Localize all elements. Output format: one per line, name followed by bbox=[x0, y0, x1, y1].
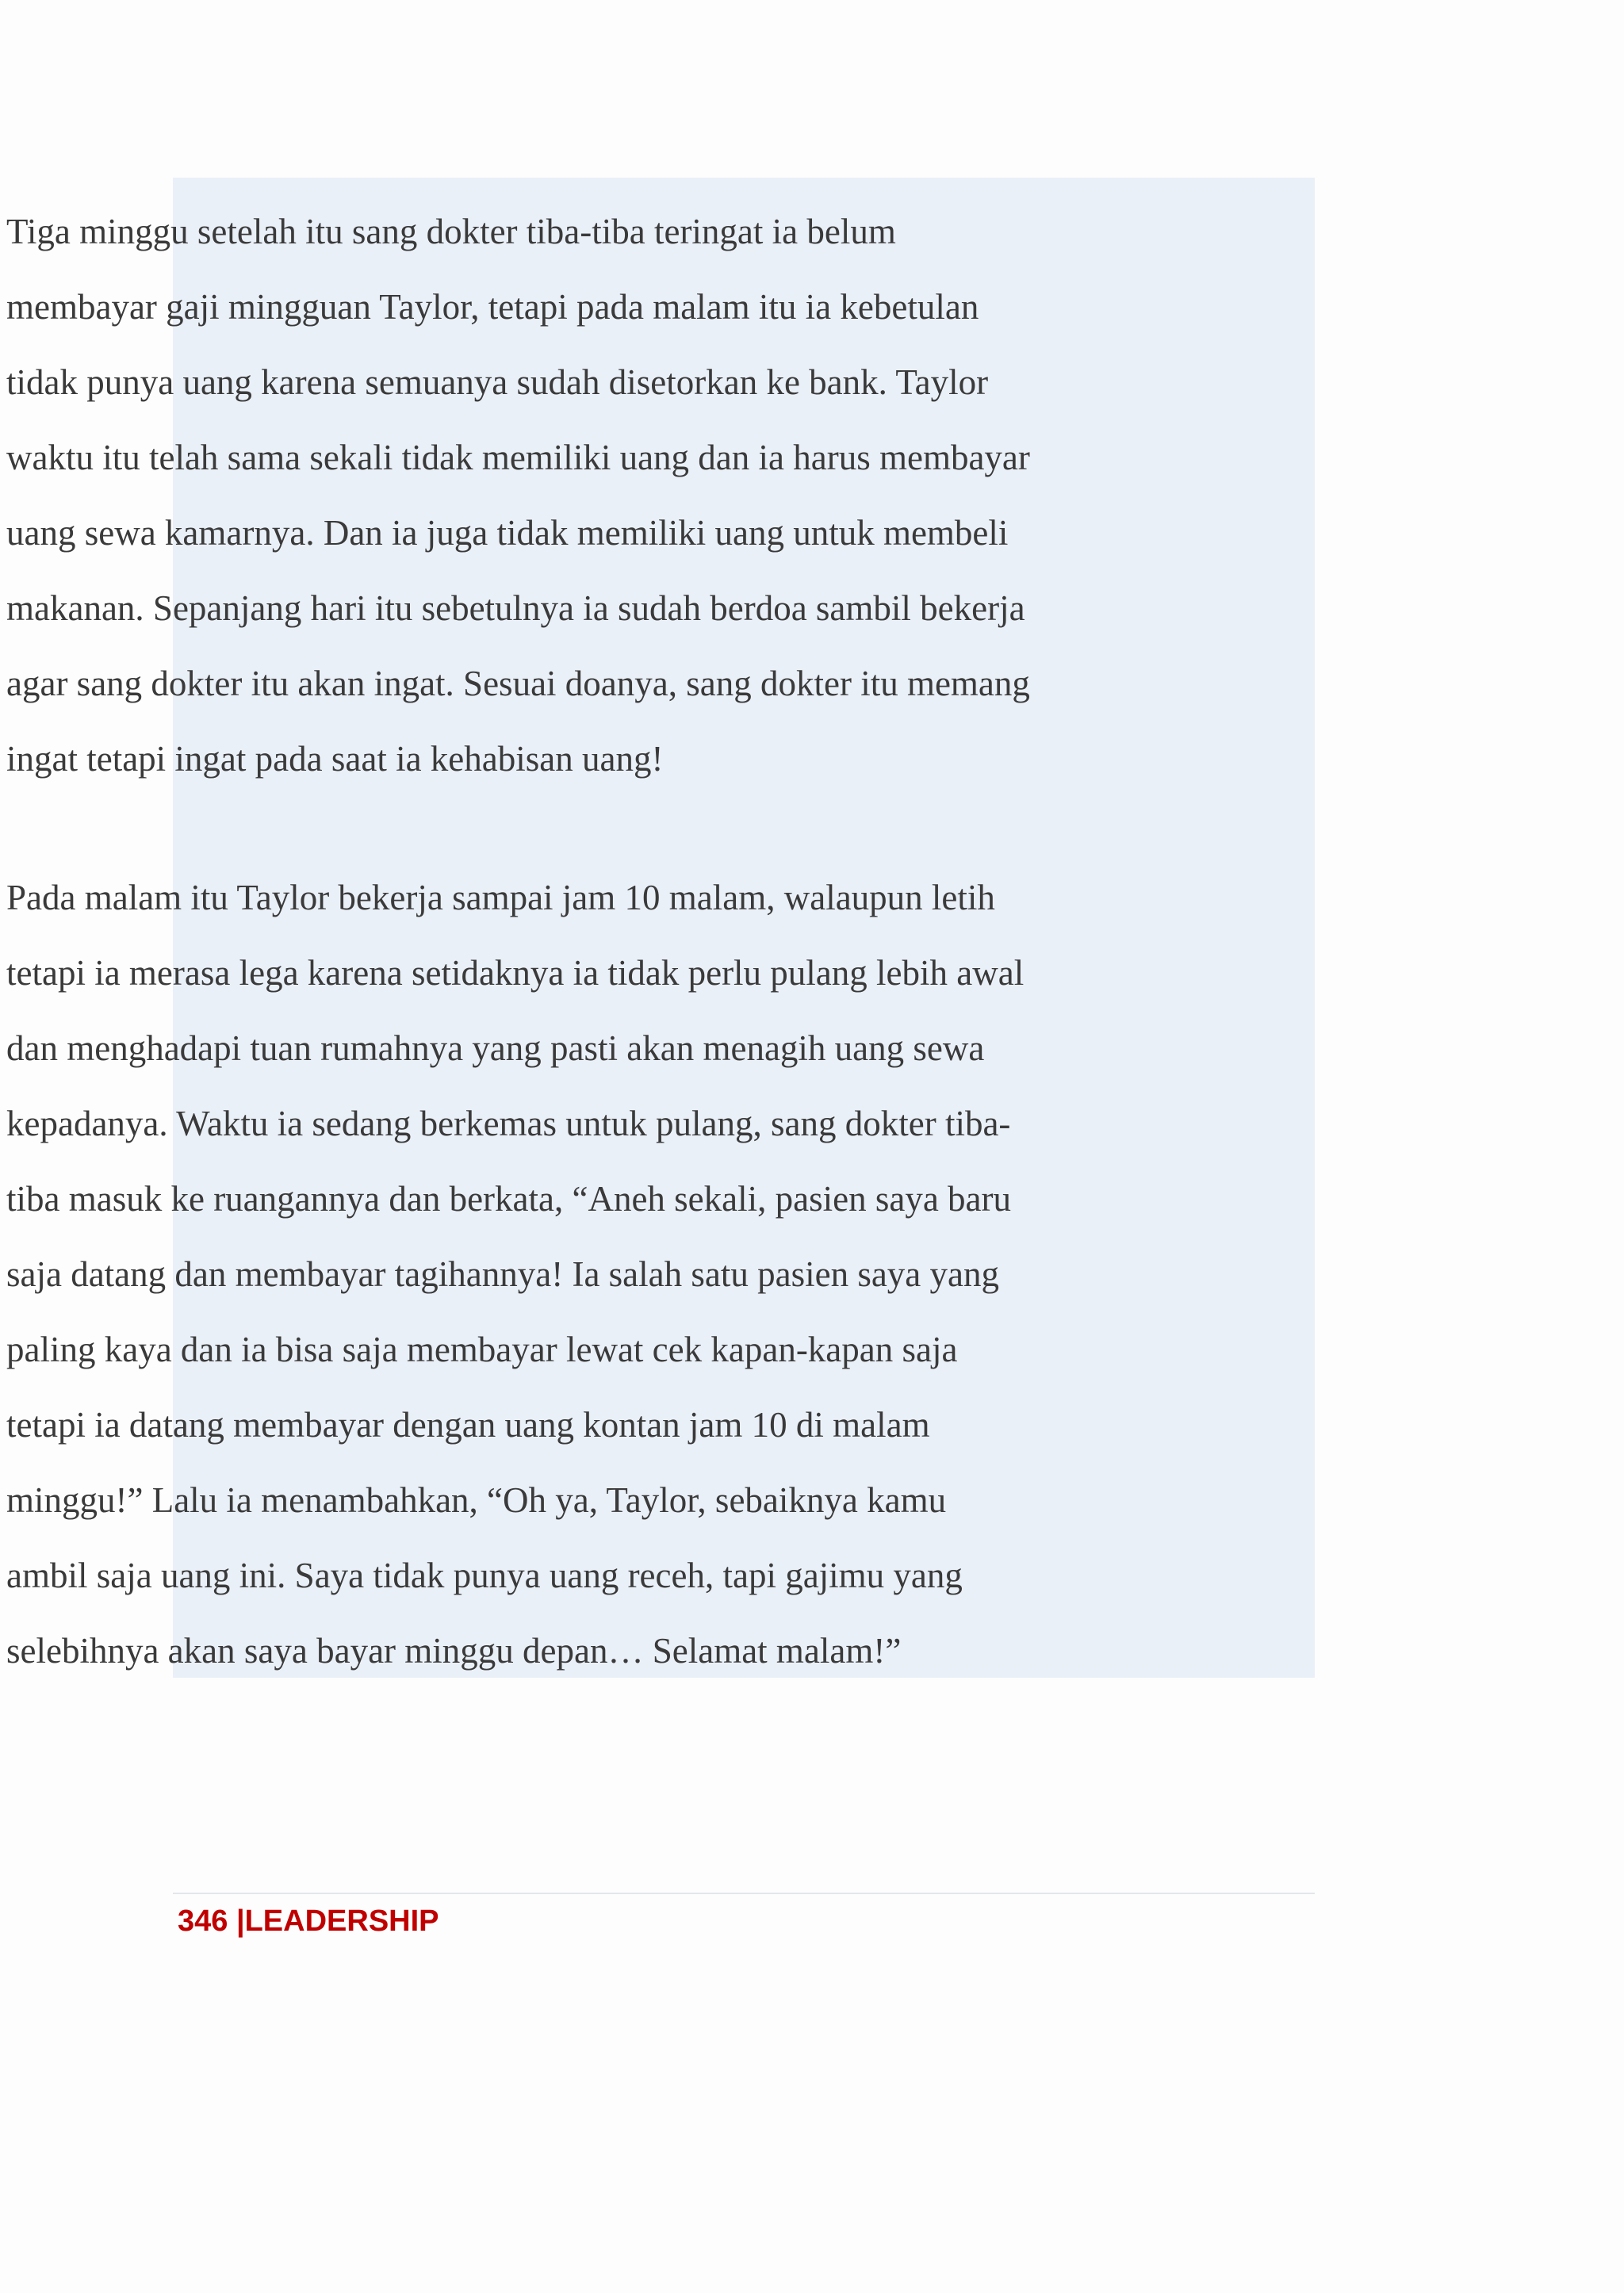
paragraph-line: saja datang dan membayar tagihannya! Ia salah satu pasien saya yang bbox=[6, 1254, 1000, 1294]
paragraph-line: Pada malam itu Taylor bekerja sampai jam 10 malam, walaupun letih bbox=[6, 878, 995, 917]
footer-divider bbox=[173, 1893, 1315, 1894]
paragraph-line: Tiga minggu setelah itu sang dokter tiba-tiba teringat ia belum bbox=[6, 212, 896, 251]
paragraph-line: tetapi ia merasa lega karena setidaknya ia tidak perlu pulang lebih awal bbox=[6, 953, 1025, 993]
paragraph-line: dan menghadapi tuan rumahnya yang pasti akan menagih uang sewa bbox=[6, 1028, 985, 1068]
paragraph-line: minggu!” Lalu ia menambahkan, “Oh ya, Taylor, sebaiknya kamu bbox=[6, 1480, 947, 1520]
paragraph-1 bbox=[6, 194, 1030, 797]
footer-page-label: 346 |LEADERSHIP bbox=[178, 1904, 439, 1938]
paragraph-line: uang sewa kamarnya. Dan ia juga tidak memiliki uang untuk membeli bbox=[6, 513, 1009, 553]
paragraph-line: makanan. Sepanjang hari itu sebetulnya ia sudah berdoa sambil bekerja bbox=[6, 588, 1025, 628]
paragraph-line: selebihnya akan saya bayar minggu depan… Selamat malam!” bbox=[6, 1631, 902, 1671]
paragraph-line: ambil saja uang ini. Saya tidak punya uang receh, tapi gajimu yang bbox=[6, 1556, 963, 1595]
paragraph-line: ingat tetapi ingat pada saat ia kehabisan uang! bbox=[6, 739, 664, 779]
paragraph-line: paling kaya dan ia bisa saja membayar lewat cek kapan-kapan saja bbox=[6, 1330, 958, 1369]
paragraph-line: membayar gaji mingguan Taylor, tetapi pada malam itu ia kebetulan bbox=[6, 287, 979, 327]
paragraph-line: kepadanya. Waktu ia sedang berkemas untuk pulang, sang dokter tiba- bbox=[6, 1104, 1011, 1143]
paragraph-2 bbox=[6, 860, 1024, 1689]
paragraph-line: waktu itu telah sama sekali tidak memiliki uang dan ia harus membayar bbox=[6, 438, 1030, 477]
paragraph-line: tiba masuk ke ruangannya dan berkata, “Aneh sekali, pasien saya baru bbox=[6, 1179, 1012, 1219]
paragraph-line: tetapi ia datang membayar dengan uang kontan jam 10 di malam bbox=[6, 1405, 930, 1445]
paragraph-line: agar sang dokter itu akan ingat. Sesuai doanya, sang dokter itu memang bbox=[6, 664, 1030, 703]
paragraph-line: tidak punya uang karena semuanya sudah disetorkan ke bank. Taylor bbox=[6, 362, 989, 402]
